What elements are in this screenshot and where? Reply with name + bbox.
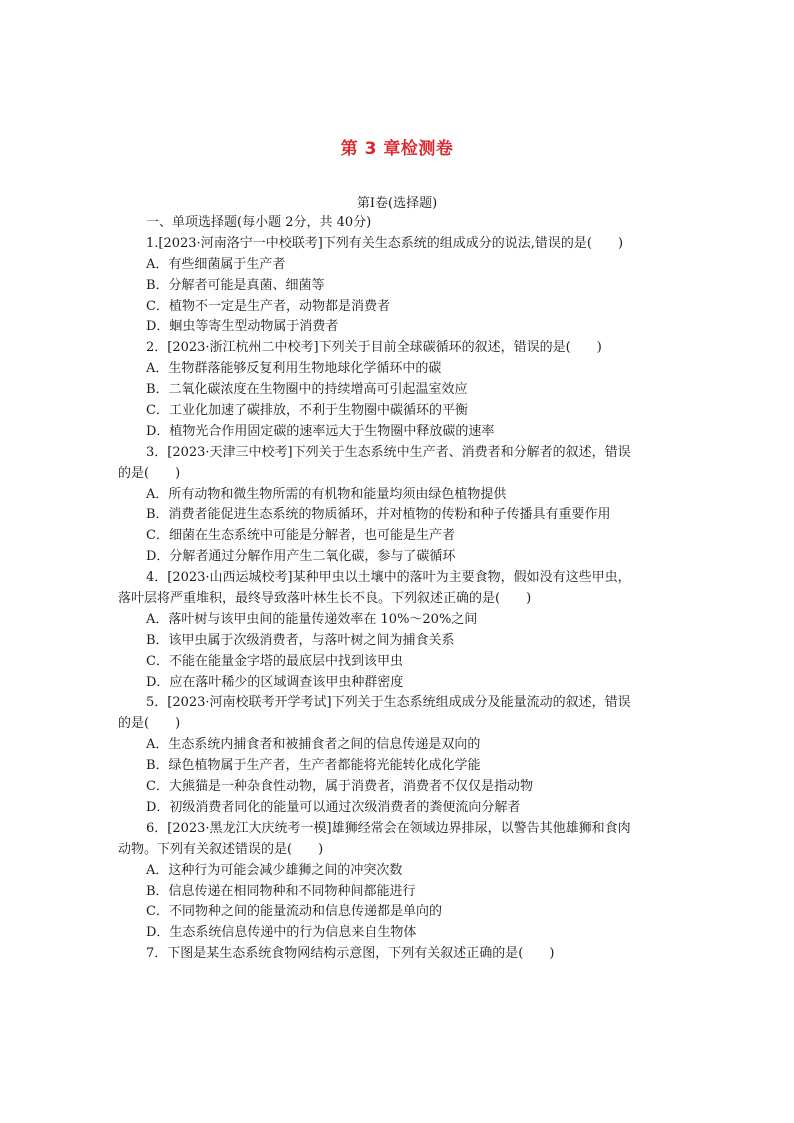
option: D．分解者通过分解作用产生二氧化碳，参与了碳循环 [146, 549, 456, 565]
option: A．所有动物和微生物所需的有机物和能量均须由绿色植物提供 [146, 486, 507, 502]
option: C．不同物种之间的能量流动和信息传递都是单向的 [146, 904, 442, 920]
question-stem: 7．下图是某生态系统食物网结构示意图，下列有关叙述正确的是( ) [146, 946, 555, 962]
option: B．分解者可能是真菌、细菌等 [146, 277, 325, 293]
question-stem-continued: 的是( ) [118, 716, 181, 732]
option: D．生态系统信息传递中的行为信息来自生物体 [146, 925, 417, 941]
question-stem-continued: 动物。下列有关叙述错误的是( ) [118, 841, 324, 857]
question-stem: 4．[2023·山西运城校考]某种甲虫以土壤中的落叶为主要食物，假如没有这些甲虫， [146, 570, 631, 586]
option: D．植物光合作用固定碳的速率远大于生物圈中释放碳的速率 [146, 423, 495, 439]
question-stem: 1.[2023·河南洛宁一中校联考]下列有关生态系统的组成成分的说法,错误的是( ) [146, 235, 624, 251]
question-stem: 2．[2023·浙江杭州二中校考]下列关于目前全球碳循环的叙述，错误的是( ) [146, 340, 602, 356]
option: A．落叶树与该甲虫间的能量传递效率在 10%～20%之间 [146, 611, 478, 627]
question-content [118, 213, 680, 965]
question-stem: 3．[2023·天津三中校考]下列关于生态系统中生产者、消费者和分解者的叙述，错误 [146, 444, 631, 460]
option: B．该甲虫属于次级消费者，与落叶树之间为捕食关系 [146, 632, 455, 648]
option: B．二氧化碳浓度在生物圈中的持续增高可引起温室效应 [146, 382, 468, 398]
option: C．不能在能量金字塔的最底层中找到该甲虫 [146, 653, 403, 669]
section-heading: 一、单项选择题(每小题 2分，共 40分) [146, 215, 372, 230]
option: C．工业化加速了碳排放，不利于生物圈中碳循环的平衡 [146, 403, 468, 419]
option: C．大熊猫是一种杂食性动物，属于消费者，消费者不仅仅是指动物 [146, 779, 533, 795]
option: D．应在落叶稀少的区域调查该甲虫种群密度 [146, 674, 404, 690]
option: C．植物不一定是生产者，动物都是消费者 [146, 298, 390, 314]
page-title: 第 3 章检测卷 [340, 139, 454, 159]
option: B．信息传递在相同物种和不同物种间都能进行 [146, 883, 416, 899]
option: D．初级消费者同化的能量可以通过次级消费者的粪便流向分解者 [146, 799, 521, 815]
option: A．这种行为可能会减少雄狮之间的冲突次数 [146, 862, 403, 878]
option: C．细菌在生态系统中可能是分解者，也可能是生产者 [146, 528, 455, 544]
option: B．绿色植物属于生产者，生产者都能将光能转化成化学能 [146, 758, 481, 774]
option: B．消费者能促进生态系统的物质循环，并对植物的传粉和种子传播具有重要作用 [146, 507, 611, 523]
question-stem-continued: 落叶层将严重堆积，最终导致落叶林生长不良。下列叙述正确的是( ) [118, 591, 532, 607]
option: D．蛔虫等寄生型动物属于消费者 [146, 319, 339, 335]
question-stem: 6．[2023·黑龙江大庆统考一模]雄狮经常会在领域边界排尿，以警告其他雄狮和食肉 [146, 820, 631, 836]
question-stem: 5．[2023·河南校联考开学考试]下列关于生态系统组成成分及能量流动的叙述，错误 [146, 695, 631, 711]
option: A．有些细菌属于生产者 [146, 256, 286, 272]
volume-title: 第Ⅰ卷(选择题) [356, 196, 438, 211]
question-stem-continued: 的是( ) [118, 465, 181, 481]
option: A．生物群落能够反复利用生物地球化学循环中的碳 [146, 361, 442, 377]
option: A．生态系统内捕食者和被捕食者之间的信息传递是双向的 [146, 737, 481, 753]
